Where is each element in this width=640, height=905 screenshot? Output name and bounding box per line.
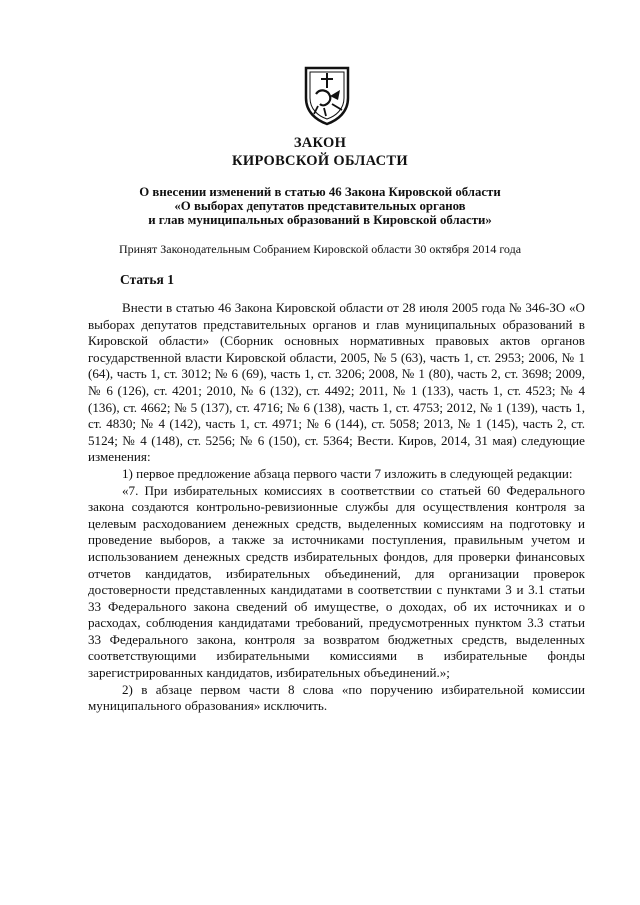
law-subtitle-line-2: «О выборах депутатов представительных органов (174, 199, 466, 213)
article-paragraph-item-2: 2) в абзаце первом части 8 слова «по поручению избирательной комиссии муниципального образования» исключить. (88, 681, 585, 714)
article-paragraph-item-1: 1) первое предложение абзаца первого части 7 изложить в следующей редакции: (122, 465, 573, 481)
article-paragraph-intro: Внести в статью 46 Закона Кировской области от 28 июля 2005 года № 346-ЗО «О выборах депутатов представительных органов и глав муниципальных образований в Кировской области» (Сборник основных нормативных правовых актов органов государственной власти Кировской области, 2005, № 5 (63), часть 1, ст. 2953; 2006, № 1 (64), часть 1, ст. 3012; № 6 (69), часть 1, ст. 3206; 2008, № 1 (80), часть 2, ст. 3698; 2009, № 6 (126), ст. 4201; 2010, № 6 (132), ст. 4492; 2011, № 1 (133), часть 1, ст. 4523; № 4 (136), ст. 4662; № 5 (137), ст. 4716; № 6 (138), часть 1, ст. 4753; 2012, № 1 (139), часть 1, ст. 4830; № 4 (142), часть 1, ст. 4971; № 6 (144), ст. 5058; 2013, № 1 (145), часть 2, ст. 5124; № 4 (148), ст. 5256; № 6 (150), ст. 5364; Вести. Киров, 2014, 31 мая) следующие изменения: (88, 300, 585, 465)
adoption-note: Принят Законодательным Собранием Кировской области 30 октября 2014 года (118, 242, 522, 256)
law-subtitle-line-1: О внесении изменений в статью 46 Закона Кировской области (139, 185, 501, 199)
article-body (88, 300, 585, 715)
law-subtitle-line-3: и глав муниципальных образований в Кировской области» (148, 213, 492, 227)
coat-of-arms-icon (302, 64, 352, 126)
law-title: ЗАКОН (293, 135, 347, 151)
region-title: КИРОВСКОЙ ОБЛАСТИ (232, 153, 408, 169)
article-heading: Статья 1 (120, 272, 174, 287)
article-paragraph-quote: «7. При избирательных комиссиях в соответствии со статьей 60 Федерального закона создаются контрольно-ревизионные службы для осуществления контроля за целевым расходованием денежных средств, выделенных комиссиям на подготовку и проведение выборов, а также за источниками поступления, правильным учетом и использованием денежных средств избирательных фондов, для проверки финансовых отчетов кандидатов, избирательных объединений, для организации проверок достоверности представленных кандидатами в соответствии с пунктами 3 и 3.1 статьи 33 Федерального закона сведений об имуществе, о доходах, об их источниках и о расходах, соблюдения кандидатами требований, предусмотренных пунктом 3.3 статьи 33 Федерального закона, контроля за возвратом бюджетных средств, выделенных соответствующими избирательными комиссиями в избирательные фонды зарегистрированных кандидатов, избирательных объединений.»; (88, 482, 585, 681)
